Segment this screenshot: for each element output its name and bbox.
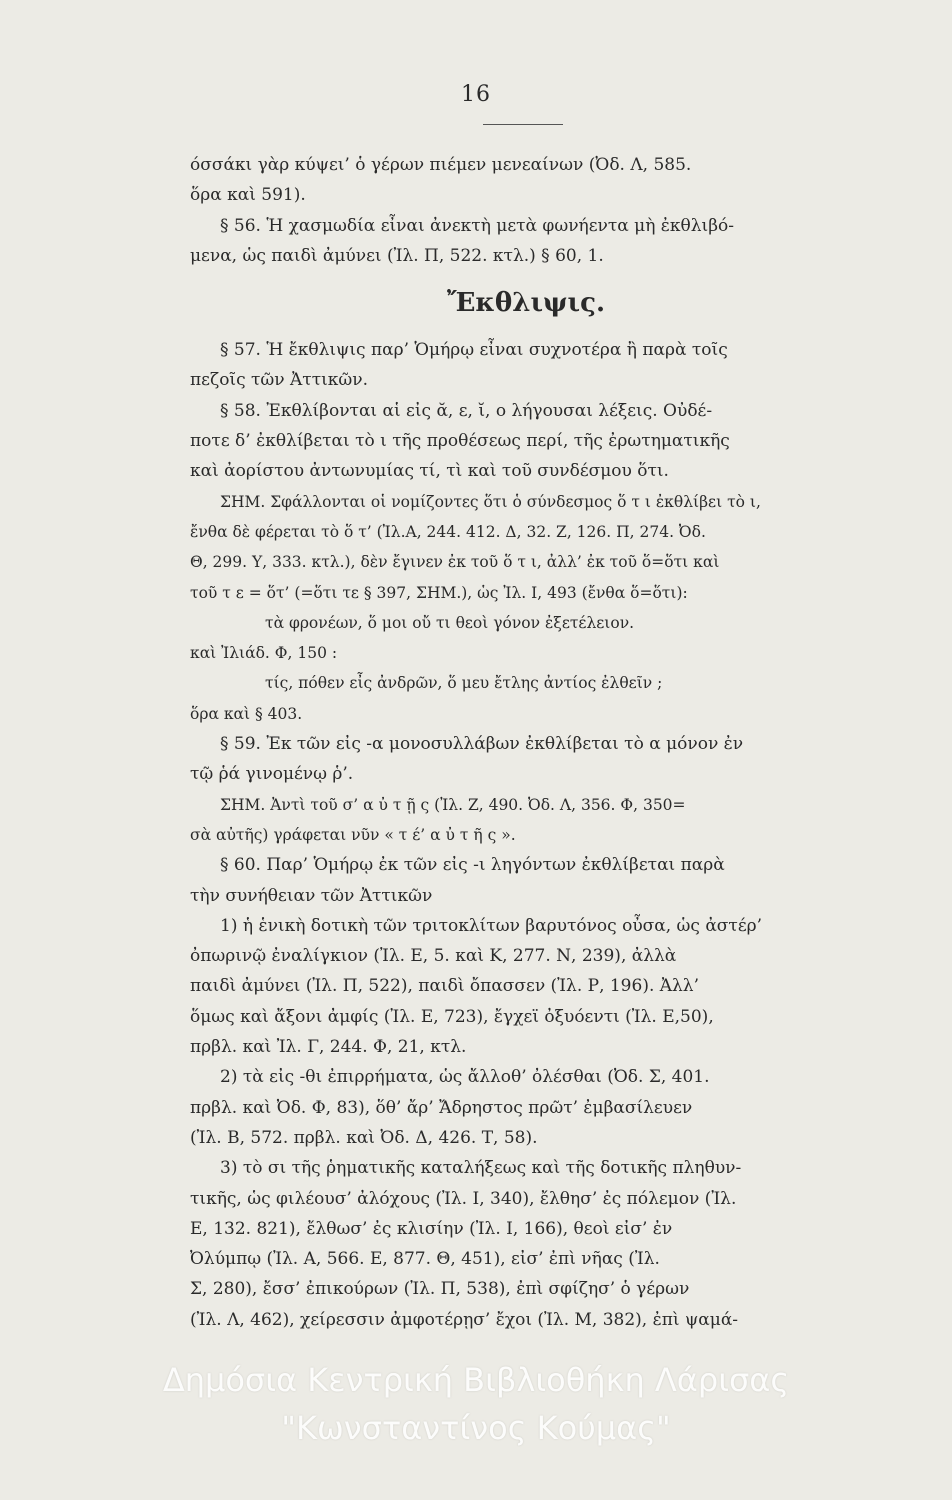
text-line: τοῦ τ ε = ὅτ’ (=ὅτι τε § 397, ΣΗΜ.), ὡς Ἰλ. Ι, 493 (ἔνθα ὅ=ὅτι):: [190, 583, 688, 602]
text-line: § 60. Παρ’ Ὁμήρῳ ἐκ τῶν εἰς -ι ληγόντων ἐκθλίβεται παρὰ: [220, 855, 725, 876]
page-number: 16: [461, 82, 491, 107]
text-line: Ε, 132. 821), ἔλθωσ’ ἐς κλισίην (Ἰλ. Ι, 166), θεοὶ εἰσ’ ἐν: [190, 1218, 673, 1239]
text-line: πεζοῖς τῶν Ἀττικῶν.: [190, 370, 369, 391]
text-line: ὀπωρινῷ ἐναλίγκιον (Ἰλ. Ε, 5. καὶ Κ, 277. Ν, 239), ἀλλὰ: [190, 946, 677, 967]
text-line: πρβλ. καὶ Ἰλ. Γ, 244. Φ, 21, κτλ.: [190, 1037, 467, 1058]
text-line: § 59. Ἐκ τῶν εἰς -α μονοσυλλάβων ἐκθλίβεται τὸ α μόνον ἐν: [220, 734, 744, 755]
library-watermark: [0, 1356, 952, 1452]
text-line: καὶ Ἰλιάδ. Φ, 150 :: [190, 644, 338, 663]
text-line: (Ἰλ. Β, 572. πρβλ. καὶ Ὀδ. Δ, 426. Τ, 58).: [190, 1127, 538, 1148]
text-line: τῷ ῥά γινομένῳ ῥ’.: [190, 764, 354, 785]
text-line: καὶ ἀορίστου ἀντωνυμίας τί, τὶ καὶ τοῦ συνδέσμου ὅτι.: [190, 461, 669, 482]
text-line: όσσάκι γὰρ κύψει’ ὁ γέρων πιέμεν μενεαίνων (Ὀδ. Λ, 585.: [190, 155, 692, 175]
text-line: ὅρα καὶ § 403.: [190, 704, 303, 723]
text-line: 2) τὰ εἰς -θι ἐπιρρήματα, ὡς ἄλλοθ’ ὀλέσθαι (Ὀδ. Σ, 401.: [220, 1067, 710, 1088]
page-number-rule: [483, 124, 563, 125]
text-line: Σ, 280), ἔσσ’ ἐπικούρων (Ἰλ. Π, 538), ἐπὶ σφίζησ’ ὁ γέρων: [190, 1279, 690, 1300]
text-line: 3) τὸ σι τῆς ῥηματικῆς καταλήξεως καὶ τῆς δοτικῆς πληθυν-: [220, 1158, 742, 1179]
body-text: [190, 150, 862, 1335]
section-heading: Ἔκθλιψις.: [446, 288, 605, 319]
text-line: 1) ἡ ἑνικὴ δοτικὴ τῶν τριτοκλίτων βαρυτόνος οὖσα, ὡς ἀστέρ’: [220, 915, 763, 936]
text-line: § 56. Ἡ χασμωδία εἶναι ἀνεκτὴ μετὰ φωνήεντα μὴ ἐκθλιβό-: [220, 215, 735, 236]
text-line: ποτε δ’ ἐκθλίβεται τὸ ι τῆς προθέσεως περί, τῆς ἐρωτηματικῆς: [190, 431, 730, 452]
text-line: Θ, 299. Υ, 333. κτλ.), δὲν ἔγινεν ἐκ τοῦ ὅ τ ι, ἀλλ’ ἐκ τοῦ ὅ=ὅτι καὶ: [190, 553, 720, 572]
text-line: ἔνθα δὲ φέρεται τὸ ὅ τ’ (Ἰλ.Α, 244. 412. Δ, 32. Ζ, 126. Π, 274. Ὀδ.: [190, 522, 706, 541]
text-line: § 57. Ἡ ἔκθλιψις παρ’ Ὁμήρῳ εἶναι συχνοτέρα ἢ παρὰ τοῖς: [220, 340, 728, 361]
text-line: παιδὶ ἀμύνει (Ἰλ. Π, 522), παιδὶ ὄπασσεν (Ἰλ. Ρ, 196). Ἀλλ’: [190, 976, 699, 997]
text-line: Ὀλύμπῳ (Ἰλ. Α, 566. Ε, 877. Θ, 451), εἰσ’ ἐπὶ νῆας (Ἰλ.: [190, 1249, 660, 1270]
watermark-line: Δημόσια Κεντρική Βιβλιοθήκη Λάρισας: [162, 1361, 790, 1399]
text-line: πρβλ. καὶ Ὀδ. Φ, 83), ὅθ’ ἄρ’ Ἄδρηστος πρῶτ’ ἐμβασίλευεν: [190, 1097, 693, 1118]
text-line: μενα, ὡς παιδὶ ἀμύνει (Ἰλ. Π, 522. κτλ.) § 60, 1.: [190, 245, 604, 266]
text-line: (Ἰλ. Λ, 462), χείρεσσιν ἀμφοτέρῃσ’ ἔχοι (Ἰλ. Μ, 382), ἐπὶ ψαμά-: [190, 1309, 739, 1330]
text-line: ὅμως καὶ ἄξονι ἀμφίς (Ἰλ. Ε, 723), ἔγχεϊ ὀξυόεντι (Ἰλ. Ε,50),: [190, 1006, 714, 1027]
verse-line: τὰ φρονέων, ὅ μοι οὔ τι θεοὶ γόνον ἐξετέλειον.: [265, 613, 635, 632]
text-line: σὰ αὐτῆς) γράφεται νῦν « τ έ’ α ὐ τ ῆ ς ».: [190, 825, 516, 844]
text-line: τὴν συνήθειαν τῶν Ἀττικῶν: [190, 885, 433, 906]
text-line: ὅρα καὶ 591).: [190, 185, 306, 206]
verse-line: τίς, πόθεν εἶς ἀνδρῶν, ὅ μευ ἔτλης ἀντίος ἐλθεῖν ;: [265, 674, 663, 693]
text-line: ΣΗΜ. Ἀντὶ τοῦ σ’ α ὐ τ ῇ ς (Ἰλ. Ζ, 490. Ὀδ. Λ, 356. Φ, 350=: [220, 795, 686, 814]
text-line: ΣΗΜ. Σφάλλονται οἱ νομίζοντες ὅτι ὁ σύνδεσμος ὅ τ ι ἐκθλίβει τὸ ι,: [220, 492, 761, 511]
text-line: § 58. Ἐκθλίβονται αἱ εἰς ᾰ, ε, ῐ, ο λήγουσαι λέξεις. Οὐδέ-: [220, 400, 713, 421]
text-line: τικῆς, ὡς φιλέουσ’ ἀλόχους (Ἰλ. Ι, 340), ἔλθησ’ ἐς πόλεμον (Ἰλ.: [190, 1188, 737, 1209]
watermark-line: "Κωνσταντίνος Κούμας": [281, 1409, 671, 1447]
